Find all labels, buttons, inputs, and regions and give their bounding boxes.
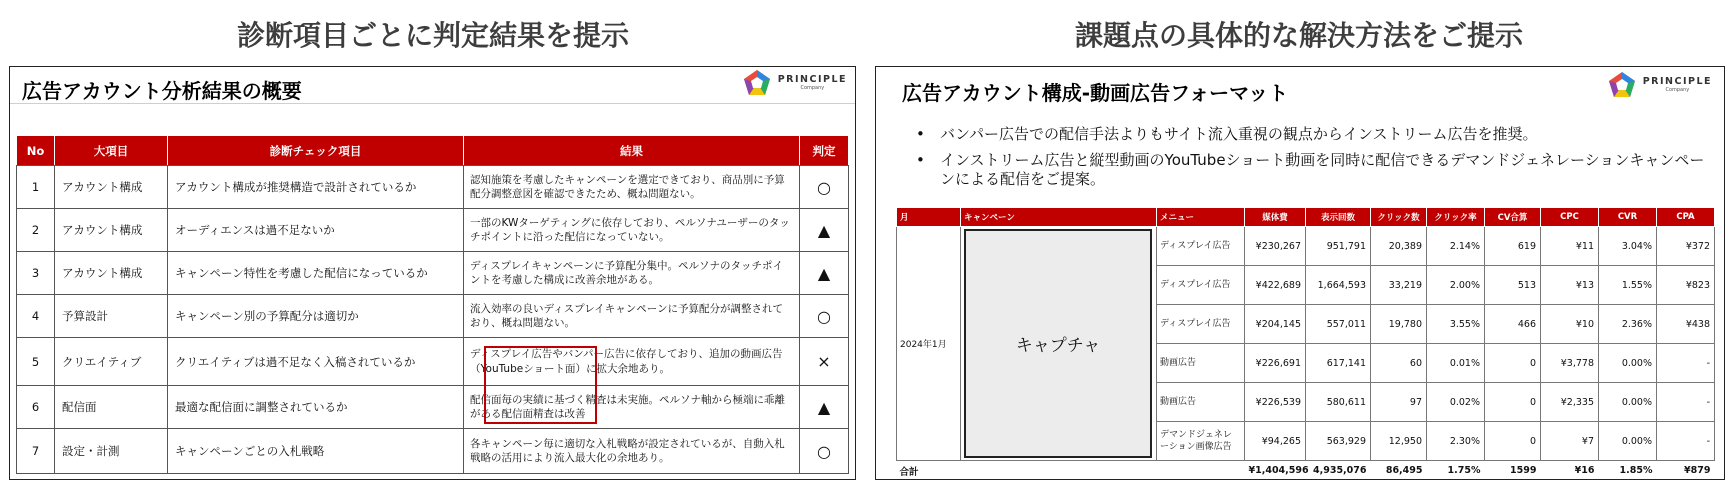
title-divider bbox=[10, 103, 855, 104]
row-cpc: ¥3,778 bbox=[1541, 344, 1599, 383]
row-cost: ¥230,267 bbox=[1245, 227, 1306, 266]
row-cpc: ¥7 bbox=[1541, 422, 1599, 461]
table-row bbox=[17, 386, 849, 429]
capture-label: キャプチャ bbox=[1015, 336, 1101, 356]
row-menu: 動画広告 bbox=[1157, 344, 1245, 383]
row-cpa: - bbox=[1657, 422, 1715, 461]
row-impressions: 580,611 bbox=[1306, 383, 1371, 422]
header-ctr: クリック率 bbox=[1427, 208, 1485, 227]
pentagon-logo-icon bbox=[1607, 71, 1637, 99]
total-ctr: 1.75% bbox=[1427, 461, 1485, 481]
row-cv: 0 bbox=[1485, 422, 1541, 461]
row-category: アカウント構成 bbox=[55, 209, 168, 252]
row-menu: ディスプレイ広告 bbox=[1157, 305, 1245, 344]
left-heading: 診断項目ごとに判定結果を提示 bbox=[236, 19, 629, 52]
row-result: 流入効率の良いディスプレイキャンペーンに予算配分が調整されており、概ね問題ない。 bbox=[464, 295, 800, 338]
row-cost: ¥204,145 bbox=[1245, 305, 1306, 344]
row-menu: 動画広告 bbox=[1157, 383, 1245, 422]
total-cvr: 1.85% bbox=[1599, 461, 1657, 481]
row-cpc: ¥2,335 bbox=[1541, 383, 1599, 422]
header-cvr: CVR bbox=[1599, 208, 1657, 227]
row-cvr: 2.36% bbox=[1599, 305, 1657, 344]
header-menu: メニュー bbox=[1157, 208, 1245, 227]
row-result: ディスプレイキャンペーンに予算配分集中。ペルソナのタッチポイントを考慮した構成に改善余地がある。 bbox=[464, 252, 800, 295]
row-check: クリエイティブは過不足なく入稿されているか bbox=[168, 338, 464, 386]
row-category: クリエイティブ bbox=[55, 338, 168, 386]
row-cost: ¥94,265 bbox=[1245, 422, 1306, 461]
row-ctr: 2.00% bbox=[1427, 266, 1485, 305]
total-label: 合計 bbox=[897, 461, 1245, 481]
right-heading: 課題点の具体的な解決方法をご提示 bbox=[1074, 19, 1523, 52]
list-item: • バンパー広告での配信手法よりもサイト流入重視の観点からインストリーム広告を推奨。 bbox=[912, 125, 1710, 144]
row-check: キャンペーンごとの入札戦略 bbox=[168, 429, 464, 474]
principle-logo bbox=[1607, 71, 1712, 99]
row-verdict: × bbox=[800, 338, 849, 386]
row-clicks: 20,389 bbox=[1371, 227, 1427, 266]
row-cpa: ¥823 bbox=[1657, 266, 1715, 305]
table-row bbox=[17, 338, 849, 386]
row-cvr: 0.00% bbox=[1599, 344, 1657, 383]
row-result: ディスプレイ広告やバンパー広告に依存しており、追加の動画広告（YouTubeショート面）に拡大余地あり。 bbox=[464, 338, 800, 386]
row-clicks: 12,950 bbox=[1371, 422, 1427, 461]
row-check: オーディエンスは過不足ないか bbox=[168, 209, 464, 252]
row-cv: 0 bbox=[1485, 344, 1541, 383]
slide-title: 広告アカウント構成-動画広告フォーマット bbox=[902, 81, 1289, 105]
row-verdict: ▲ bbox=[800, 209, 849, 252]
row-verdict: ▲ bbox=[800, 386, 849, 429]
row-cost: ¥422,689 bbox=[1245, 266, 1306, 305]
row-cpc: ¥11 bbox=[1541, 227, 1599, 266]
row-verdict: ▲ bbox=[800, 252, 849, 295]
list-item: • インストリーム広告と縦型動画のYouTubeショート動画を同時に配信できるデマンドジェネレーションキャンペーンによる配信をご提案。 bbox=[912, 151, 1710, 189]
table-row bbox=[897, 227, 1715, 266]
row-cv: 0 bbox=[1485, 383, 1541, 422]
table-row bbox=[17, 166, 849, 209]
row-cost: ¥226,691 bbox=[1245, 344, 1306, 383]
table-row bbox=[17, 429, 849, 474]
row-no: 6 bbox=[17, 386, 55, 429]
table-header-row bbox=[17, 136, 849, 166]
row-category: 設定・計測 bbox=[55, 429, 168, 474]
row-check: キャンペーン別の予算配分は適切か bbox=[168, 295, 464, 338]
row-no: 7 bbox=[17, 429, 55, 474]
table-row bbox=[17, 295, 849, 338]
row-cv: 513 bbox=[1485, 266, 1541, 305]
row-result: 各キャンペーン毎に適切な入札戦略が設定されているが、自動入札戦略の活用により流入最大化の余地あり。 bbox=[464, 429, 800, 474]
row-impressions: 951,791 bbox=[1306, 227, 1371, 266]
total-cpa: ¥879 bbox=[1657, 461, 1715, 481]
recommendation-list bbox=[912, 125, 1710, 197]
row-no: 2 bbox=[17, 209, 55, 252]
analysis-summary-slide bbox=[9, 66, 856, 480]
row-impressions: 563,929 bbox=[1306, 422, 1371, 461]
row-cost: ¥226,539 bbox=[1245, 383, 1306, 422]
logo-subtitle: Company bbox=[800, 85, 825, 92]
header-no: No bbox=[17, 136, 55, 166]
row-cpc: ¥13 bbox=[1541, 266, 1599, 305]
row-menu: ディスプレイ広告 bbox=[1157, 227, 1245, 266]
row-cvr: 0.00% bbox=[1599, 422, 1657, 461]
logo-wordmark: PRINCIPLE bbox=[1642, 75, 1712, 87]
row-result: 一部のKWターゲティングに依存しており、ペルソナユーザーのタッチポイントに沿った配信になっていない。 bbox=[464, 209, 800, 252]
row-clicks: 97 bbox=[1371, 383, 1427, 422]
row-verdict: ○ bbox=[800, 429, 849, 474]
row-verdict: ○ bbox=[800, 166, 849, 209]
row-cvr: 0.00% bbox=[1599, 383, 1657, 422]
row-impressions: 617,141 bbox=[1306, 344, 1371, 383]
slide-title: 広告アカウント分析結果の概要 bbox=[22, 79, 302, 103]
row-ctr: 3.55% bbox=[1427, 305, 1485, 344]
row-menu: ディスプレイ広告 bbox=[1157, 266, 1245, 305]
row-ctr: 2.14% bbox=[1427, 227, 1485, 266]
total-clicks: 86,495 bbox=[1371, 461, 1427, 481]
row-result: 認知施策を考慮したキャンペーンを選定できており、商品別に予算配分調整意図を確認できたため、概ね問題ない。 bbox=[464, 166, 800, 209]
logo-subtitle: Company bbox=[1665, 87, 1690, 94]
row-check: 最適な配信面に調整されているか bbox=[168, 386, 464, 429]
row-verdict: ○ bbox=[800, 295, 849, 338]
row-cvr: 1.55% bbox=[1599, 266, 1657, 305]
row-clicks: 60 bbox=[1371, 344, 1427, 383]
total-impressions: 4,935,076 bbox=[1306, 461, 1371, 481]
header-cpa: CPA bbox=[1657, 208, 1715, 227]
video-ad-format-slide bbox=[875, 66, 1725, 480]
logo-wordmark: PRINCIPLE bbox=[777, 73, 847, 85]
row-cpa: ¥372 bbox=[1657, 227, 1715, 266]
row-no: 1 bbox=[17, 166, 55, 209]
row-no: 4 bbox=[17, 295, 55, 338]
row-menu: デマンドジェネレーション画像広告 bbox=[1157, 422, 1245, 461]
header-result: 結果 bbox=[464, 136, 800, 166]
row-cvr: 3.04% bbox=[1599, 227, 1657, 266]
row-category: アカウント構成 bbox=[55, 166, 168, 209]
table-header-row bbox=[897, 208, 1715, 227]
header-cv: CV合算 bbox=[1485, 208, 1541, 227]
total-cost: ¥1,404,596 bbox=[1245, 461, 1306, 481]
row-cpc: ¥10 bbox=[1541, 305, 1599, 344]
header-clicks: クリック数 bbox=[1371, 208, 1427, 227]
header-check-item: 診断チェック項目 bbox=[168, 136, 464, 166]
row-cpa: ¥438 bbox=[1657, 305, 1715, 344]
principle-logo bbox=[742, 69, 847, 97]
row-cv: 619 bbox=[1485, 227, 1541, 266]
header-cost: 媒体費 bbox=[1245, 208, 1306, 227]
row-check: キャンペーン特性を考慮した配信になっているか bbox=[168, 252, 464, 295]
total-row bbox=[897, 461, 1715, 481]
row-clicks: 19,780 bbox=[1371, 305, 1427, 344]
campaign-capture-cell bbox=[961, 227, 1157, 461]
capture-placeholder bbox=[964, 229, 1152, 458]
row-category: アカウント構成 bbox=[55, 252, 168, 295]
header-verdict: 判定 bbox=[800, 136, 849, 166]
diagnosis-table bbox=[16, 135, 849, 474]
row-cpa: - bbox=[1657, 344, 1715, 383]
header-month: 月 bbox=[897, 208, 961, 227]
header-cpc: CPC bbox=[1541, 208, 1599, 227]
header-impressions: 表示回数 bbox=[1306, 208, 1371, 227]
month-cell: 2024年1月 bbox=[897, 227, 961, 461]
total-cv: 1599 bbox=[1485, 461, 1541, 481]
row-category: 予算設計 bbox=[55, 295, 168, 338]
row-impressions: 1,664,593 bbox=[1306, 266, 1371, 305]
header-campaign: キャンペーン bbox=[961, 208, 1157, 227]
row-clicks: 33,219 bbox=[1371, 266, 1427, 305]
pentagon-logo-icon bbox=[742, 69, 772, 97]
total-cpc: ¥16 bbox=[1541, 461, 1599, 481]
table-row bbox=[17, 252, 849, 295]
header-category: 大項目 bbox=[55, 136, 168, 166]
row-result: 配信面毎の実績に基づく精査は未実施。ペルソナ軸から極端に乖離がある配信面精査は改善 bbox=[464, 386, 800, 429]
row-impressions: 557,011 bbox=[1306, 305, 1371, 344]
row-no: 3 bbox=[17, 252, 55, 295]
row-ctr: 0.02% bbox=[1427, 383, 1485, 422]
row-cv: 466 bbox=[1485, 305, 1541, 344]
row-ctr: 0.01% bbox=[1427, 344, 1485, 383]
row-ctr: 2.30% bbox=[1427, 422, 1485, 461]
row-cpa: - bbox=[1657, 383, 1715, 422]
table-row bbox=[17, 209, 849, 252]
campaign-results-table bbox=[896, 207, 1715, 481]
row-category: 配信面 bbox=[55, 386, 168, 429]
row-no: 5 bbox=[17, 338, 55, 386]
row-check: アカウント構成が推奨構造で設計されているか bbox=[168, 166, 464, 209]
